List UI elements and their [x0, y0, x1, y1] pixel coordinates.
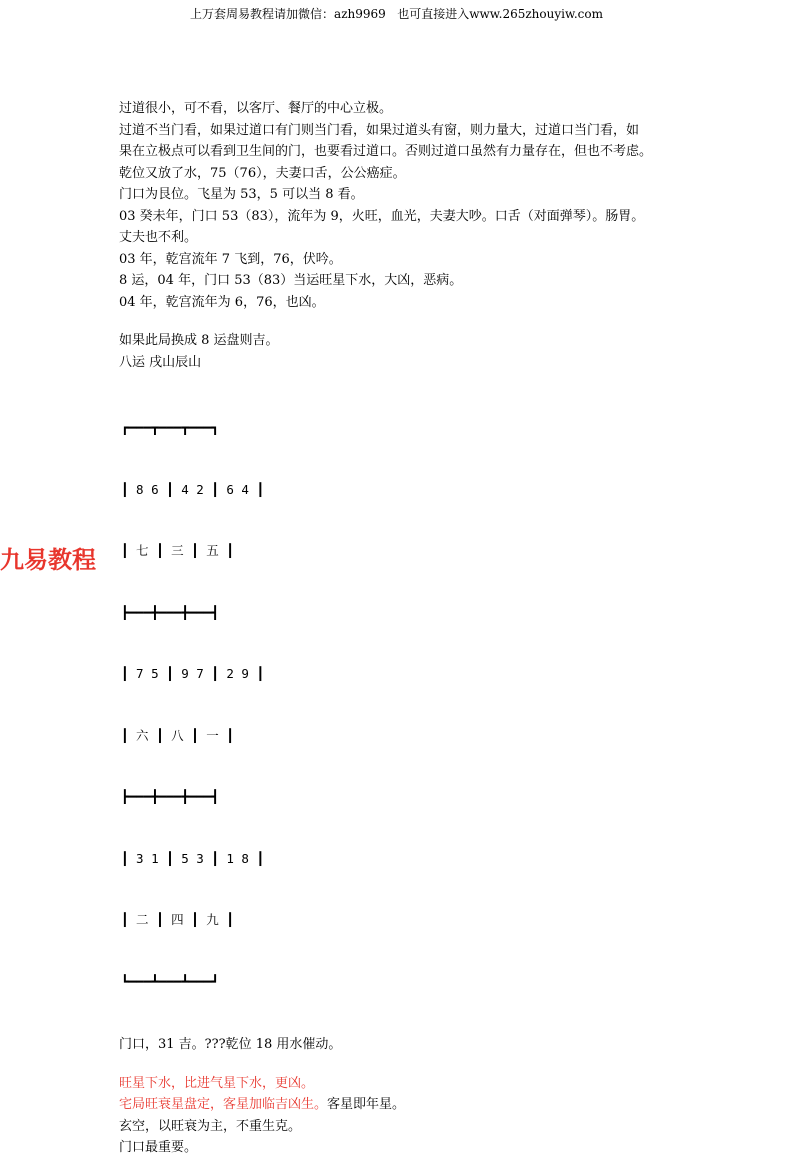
grid-row: ┃ 3 1 ┃ 5 3 ┃ 1 8 ┃ [121, 850, 264, 866]
paragraph-line: 丈夫也不利。 [119, 230, 198, 245]
paragraph-line: 04 年，乾宫流年为 6，76，也凶。 [119, 294, 325, 310]
paragraph-line: 门口最重要。 [119, 1140, 198, 1155]
grid-row: ┃ 二 ┃ 四 ┃ 九 ┃ [121, 912, 234, 927]
paragraph-line: 8 运，04 年，门口 53（83）当运旺星下水，大凶，恶病。 [119, 273, 463, 288]
paragraph-line: 玄空，以旺衰为主，不重生克。 [119, 1118, 302, 1134]
grid-row: ┃ 7 5 ┃ 9 7 ┃ 2 9 ┃ [121, 666, 264, 681]
document-body [119, 98, 679, 1159]
grid-row: ┃ 8 6 ┃ 4 2 ┃ 6 4 ┃ [121, 481, 264, 497]
paragraph-line: 如果此局换成 8 运盘则吉。 [119, 333, 279, 348]
highlight-text: 宅局旺衰星盘定，客星加临吉凶生。 [119, 1097, 328, 1112]
grid-row: ┏━━━┳━━━┳━━━┓ [121, 420, 219, 435]
paragraph-line: 过道不当门看，如果过道口有门则当门看，如果过道头有窗，则力量大，过道口当门看，如 [119, 122, 640, 138]
paragraph-line: 果在立极点可以看到卫生间的门，也要看过道口。否则过道口虽然有力量存在，但也不考虑。 [119, 144, 653, 159]
spacer [119, 313, 679, 330]
grid-row: ┗━━━┻━━━┻━━━┛ [121, 973, 219, 989]
paragraph-line: 门口为艮位。飞星为 53，5 可以当 8 看。 [119, 187, 364, 202]
paragraph-line: 门口，31 吉。???乾位 18 用水催动。 [119, 1037, 342, 1052]
spacer [119, 1056, 679, 1073]
watermark-logo: 九易教程 [0, 546, 96, 574]
paragraph-line [119, 1094, 679, 1116]
paragraph-line: 03 年，乾宫流年 7 飞到，76，伏吟。 [119, 251, 342, 267]
page-header: 上万套周易教程请加微信：azh9969 也可直接进入www.265zhouyiw.com [190, 7, 603, 21]
grid-row: ┣━━━╋━━━╋━━━┫ [121, 789, 219, 804]
paragraph-line: 过道很小，可不看，以客厅、餐厅的中心立极。 [119, 101, 393, 116]
grid-row: ┣━━━╋━━━╋━━━┫ [121, 604, 219, 620]
paragraph-line: 03 癸未年，门口 53（83），流年为 9，火旺，血光，夫妻大吵。口舌（对面弹琴）。肠胃。 [119, 208, 645, 224]
flying-star-grid [121, 377, 679, 1033]
highlight-line: 旺星下水，比进气星下水，更凶。 [119, 1075, 315, 1091]
grid-row: ┃ 六 ┃ 八 ┃ 一 ┃ [121, 727, 234, 743]
paragraph-line: 乾位又放了水，75（76），夫妻口舌，公公癌症。 [119, 165, 406, 181]
plain-text: 客星即年星。 [327, 1097, 406, 1112]
chart-heading: 八运 戌山辰山 [119, 354, 202, 370]
grid-row: ┃ 七 ┃ 三 ┃ 五 ┃ [121, 543, 234, 558]
